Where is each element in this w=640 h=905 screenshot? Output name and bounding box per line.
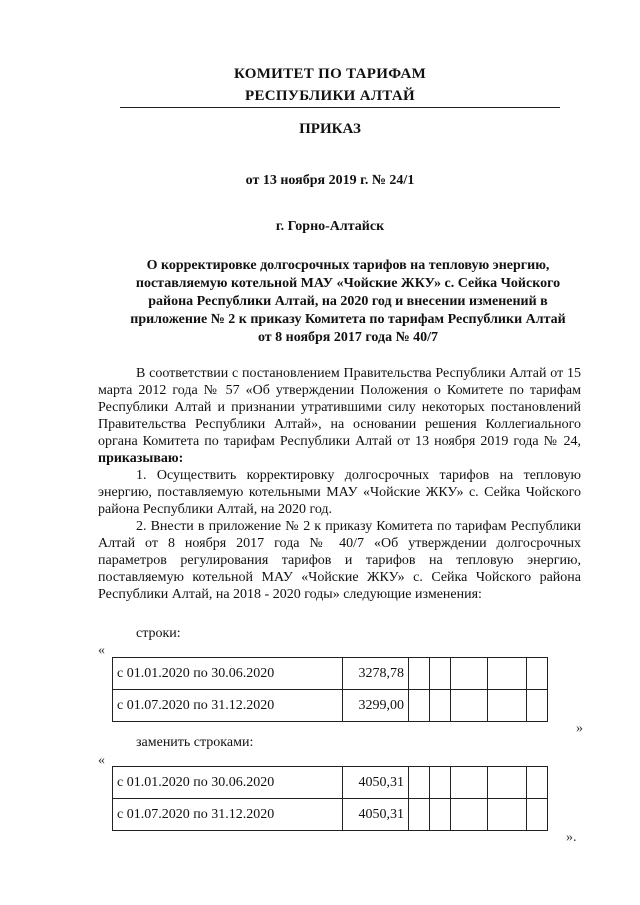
empty-cell: [430, 690, 451, 722]
preamble-text: В соответствии с постановлением Правительства Республики Алтай от 15 марта 2012 года № 57 «Об утверждении Положения о Комитете по тарифам Республики Алтай и признании утратившими силу некоторых постановлений Правительства Республики Алтай», на основании решения Коллегиального органа Комитета по тарифам Республики Алтай от 13 ноября 2019 года № 24,: [98, 366, 581, 449]
org-name-line2: РЕСПУБЛИКИ АЛТАЙ: [245, 88, 415, 104]
empty-cell: [527, 799, 548, 831]
table-row: [113, 799, 548, 831]
subject-line: О корректировке долгосрочных тарифов на тепловую энергию,: [146, 258, 550, 273]
empty-cell: [430, 799, 451, 831]
quote-open-mark: «: [98, 753, 105, 768]
subject-line: района Республики Алтай, на 2020 год и внесении изменений в: [148, 294, 548, 309]
empty-cell: [451, 799, 488, 831]
empty-cell: [527, 690, 548, 722]
period-cell: с 01.01.2020 по 30.06.2020: [113, 767, 343, 799]
empty-cell: [409, 799, 430, 831]
empty-cell: [430, 658, 451, 690]
empty-cell: [451, 690, 488, 722]
body-text: [98, 365, 581, 603]
quote-close-final-mark: ».: [566, 830, 577, 845]
table-row: [113, 767, 548, 799]
table-row: [113, 690, 548, 722]
subject-line: поставляемую котельной МАУ «Чойские ЖКУ» с. Сейка Чойского: [135, 276, 561, 291]
empty-cell: [488, 690, 527, 722]
date-and-number: от 13 ноября 2019 г. № 24/1: [245, 173, 415, 188]
city: г. Горно-Алтайск: [275, 219, 385, 234]
new-rows-label: заменить строками:: [136, 735, 254, 750]
new-rows-table: [112, 766, 548, 831]
empty-cell: [409, 690, 430, 722]
period-cell: с 01.07.2020 по 31.12.2020: [113, 799, 343, 831]
tariff-value-cell: 3278,78: [343, 658, 409, 690]
tariff-value-cell: 3299,00: [343, 690, 409, 722]
quote-close-mark: »: [576, 721, 583, 736]
preamble-paragraph: [98, 365, 581, 467]
period-cell: с 01.01.2020 по 30.06.2020: [113, 658, 343, 690]
table-row: [113, 658, 548, 690]
empty-cell: [488, 767, 527, 799]
old-rows-table: [112, 657, 548, 722]
header-divider: [120, 107, 560, 108]
empty-cell: [409, 658, 430, 690]
subject-line: от 8 ноября 2017 года № 40/7: [257, 330, 439, 345]
empty-cell: [409, 767, 430, 799]
empty-cell: [451, 658, 488, 690]
document-type: ПРИКАЗ: [299, 121, 361, 137]
empty-cell: [430, 767, 451, 799]
item-1-paragraph: 1. Осуществить корректировку долгосрочных тарифов на тепловую энергию, поставляемую котельными МАУ «Чойские ЖКУ» с. Сейка Чойского района Республики Алтай, на 2020 год.: [98, 468, 581, 517]
tariff-value-cell: 4050,31: [343, 799, 409, 831]
old-rows-label: строки:: [136, 626, 181, 641]
empty-cell: [527, 658, 548, 690]
empty-cell: [527, 767, 548, 799]
quote-open-mark: «: [98, 643, 105, 658]
order-word: приказываю:: [98, 451, 184, 466]
tariff-value-cell: 4050,31: [343, 767, 409, 799]
empty-cell: [488, 658, 527, 690]
item-2-paragraph: 2. Внести в приложение № 2 к приказу Комитета по тарифам Республики Алтай от 8 ноября 2017 года № 40/7 «Об утверждении долгосрочных параметров регулирования тарифов и тарифов на тепловую энергию, поставляемую котельной МАУ «Чойские ЖКУ» с. Сейка Чойского района Республики Алтай, на 2018 - 2020 годы» следующие изменения:: [98, 519, 581, 602]
empty-cell: [488, 799, 527, 831]
empty-cell: [451, 767, 488, 799]
org-name-line1: КОМИТЕТ ПО ТАРИФАМ: [233, 66, 427, 82]
period-cell: с 01.07.2020 по 31.12.2020: [113, 690, 343, 722]
subject-line: приложение № 2 к приказу Комитета по тарифам Республики Алтай: [130, 312, 566, 327]
document-subject: [108, 257, 588, 347]
